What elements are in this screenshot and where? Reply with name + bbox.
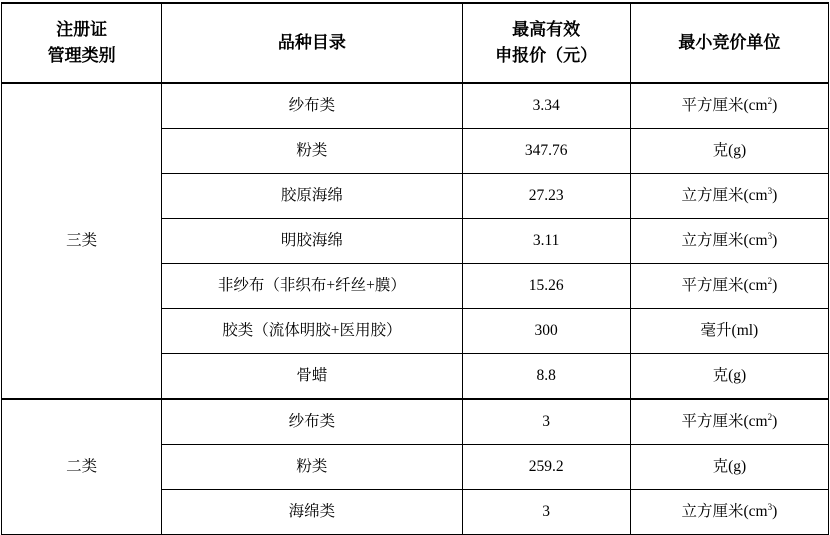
unit-cell [630, 490, 828, 535]
category-cell: 二类 [2, 399, 162, 535]
unit-text: 立方厘米(cm [681, 187, 768, 204]
table-row [2, 83, 829, 129]
unit-text: 平方厘米(cm [681, 413, 768, 430]
header-row [2, 3, 829, 83]
price-table [1, 2, 829, 535]
catalog-cell: 胶类（流体明胶+医用胶） [162, 309, 462, 354]
unit-cell [630, 354, 828, 400]
price-cell: 27.23 [462, 174, 630, 219]
category-cell: 三类 [2, 83, 162, 399]
unit-cell [630, 219, 828, 264]
header-cell-category [2, 3, 162, 83]
catalog-cell: 骨蜡 [162, 354, 462, 400]
unit-tail: ) [772, 232, 778, 249]
catalog-cell: 粉类 [162, 129, 462, 174]
unit-text: 克(g) [712, 458, 747, 475]
catalog-cell: 海绵类 [162, 490, 462, 535]
price-cell: 8.8 [462, 354, 630, 400]
unit-cell [630, 129, 828, 174]
header-line: 注册证 [56, 20, 108, 39]
unit-text: 立方厘米(cm [681, 232, 768, 249]
price-cell: 3 [462, 490, 630, 535]
unit-exponent: 2 [767, 275, 773, 286]
table-row [2, 399, 829, 445]
unit-tail: ) [772, 413, 778, 430]
unit-tail: ) [772, 187, 778, 204]
header-cell-price [462, 3, 630, 83]
header-cell-unit [630, 3, 828, 83]
unit-cell [630, 309, 828, 354]
header-line: 品种目录 [277, 33, 346, 52]
catalog-cell: 粉类 [162, 445, 462, 490]
unit-exponent: 3 [767, 230, 773, 241]
price-cell: 15.26 [462, 264, 630, 309]
catalog-cell: 纱布类 [162, 399, 462, 445]
unit-exponent: 3 [767, 185, 773, 196]
unit-text: 平方厘米(cm [681, 277, 768, 294]
unit-tail: ) [772, 97, 778, 114]
table-body [2, 83, 829, 535]
unit-text: 平方厘米(cm [681, 97, 768, 114]
catalog-cell: 明胶海绵 [162, 219, 462, 264]
unit-text: 克(g) [712, 367, 747, 384]
header-line: 申报价（元） [495, 46, 598, 65]
table-header [2, 3, 829, 83]
header-cell-catalog [162, 3, 462, 83]
unit-cell [630, 174, 828, 219]
price-cell: 3 [462, 399, 630, 445]
unit-text: 立方厘米(cm [681, 503, 768, 520]
unit-cell [630, 264, 828, 309]
header-line: 管理类别 [47, 46, 116, 65]
catalog-cell: 胶原海绵 [162, 174, 462, 219]
unit-exponent: 3 [767, 501, 773, 512]
document-page [0, 2, 830, 520]
unit-exponent: 2 [767, 95, 773, 106]
catalog-cell: 非纱布（非织布+纤丝+膜） [162, 264, 462, 309]
unit-text: 毫升(ml) [700, 322, 759, 339]
unit-exponent: 2 [767, 411, 773, 422]
unit-tail: ) [772, 503, 778, 520]
unit-cell [630, 83, 828, 129]
price-cell: 3.34 [462, 83, 630, 129]
header-line: 最高有效 [512, 20, 581, 39]
unit-cell [630, 445, 828, 490]
price-cell: 259.2 [462, 445, 630, 490]
price-cell: 347.76 [462, 129, 630, 174]
price-cell: 300 [462, 309, 630, 354]
catalog-cell: 纱布类 [162, 83, 462, 129]
unit-tail: ) [772, 277, 778, 294]
unit-text: 克(g) [712, 142, 747, 159]
unit-cell [630, 399, 828, 445]
price-cell: 3.11 [462, 219, 630, 264]
header-line: 最小竞价单位 [678, 33, 781, 52]
